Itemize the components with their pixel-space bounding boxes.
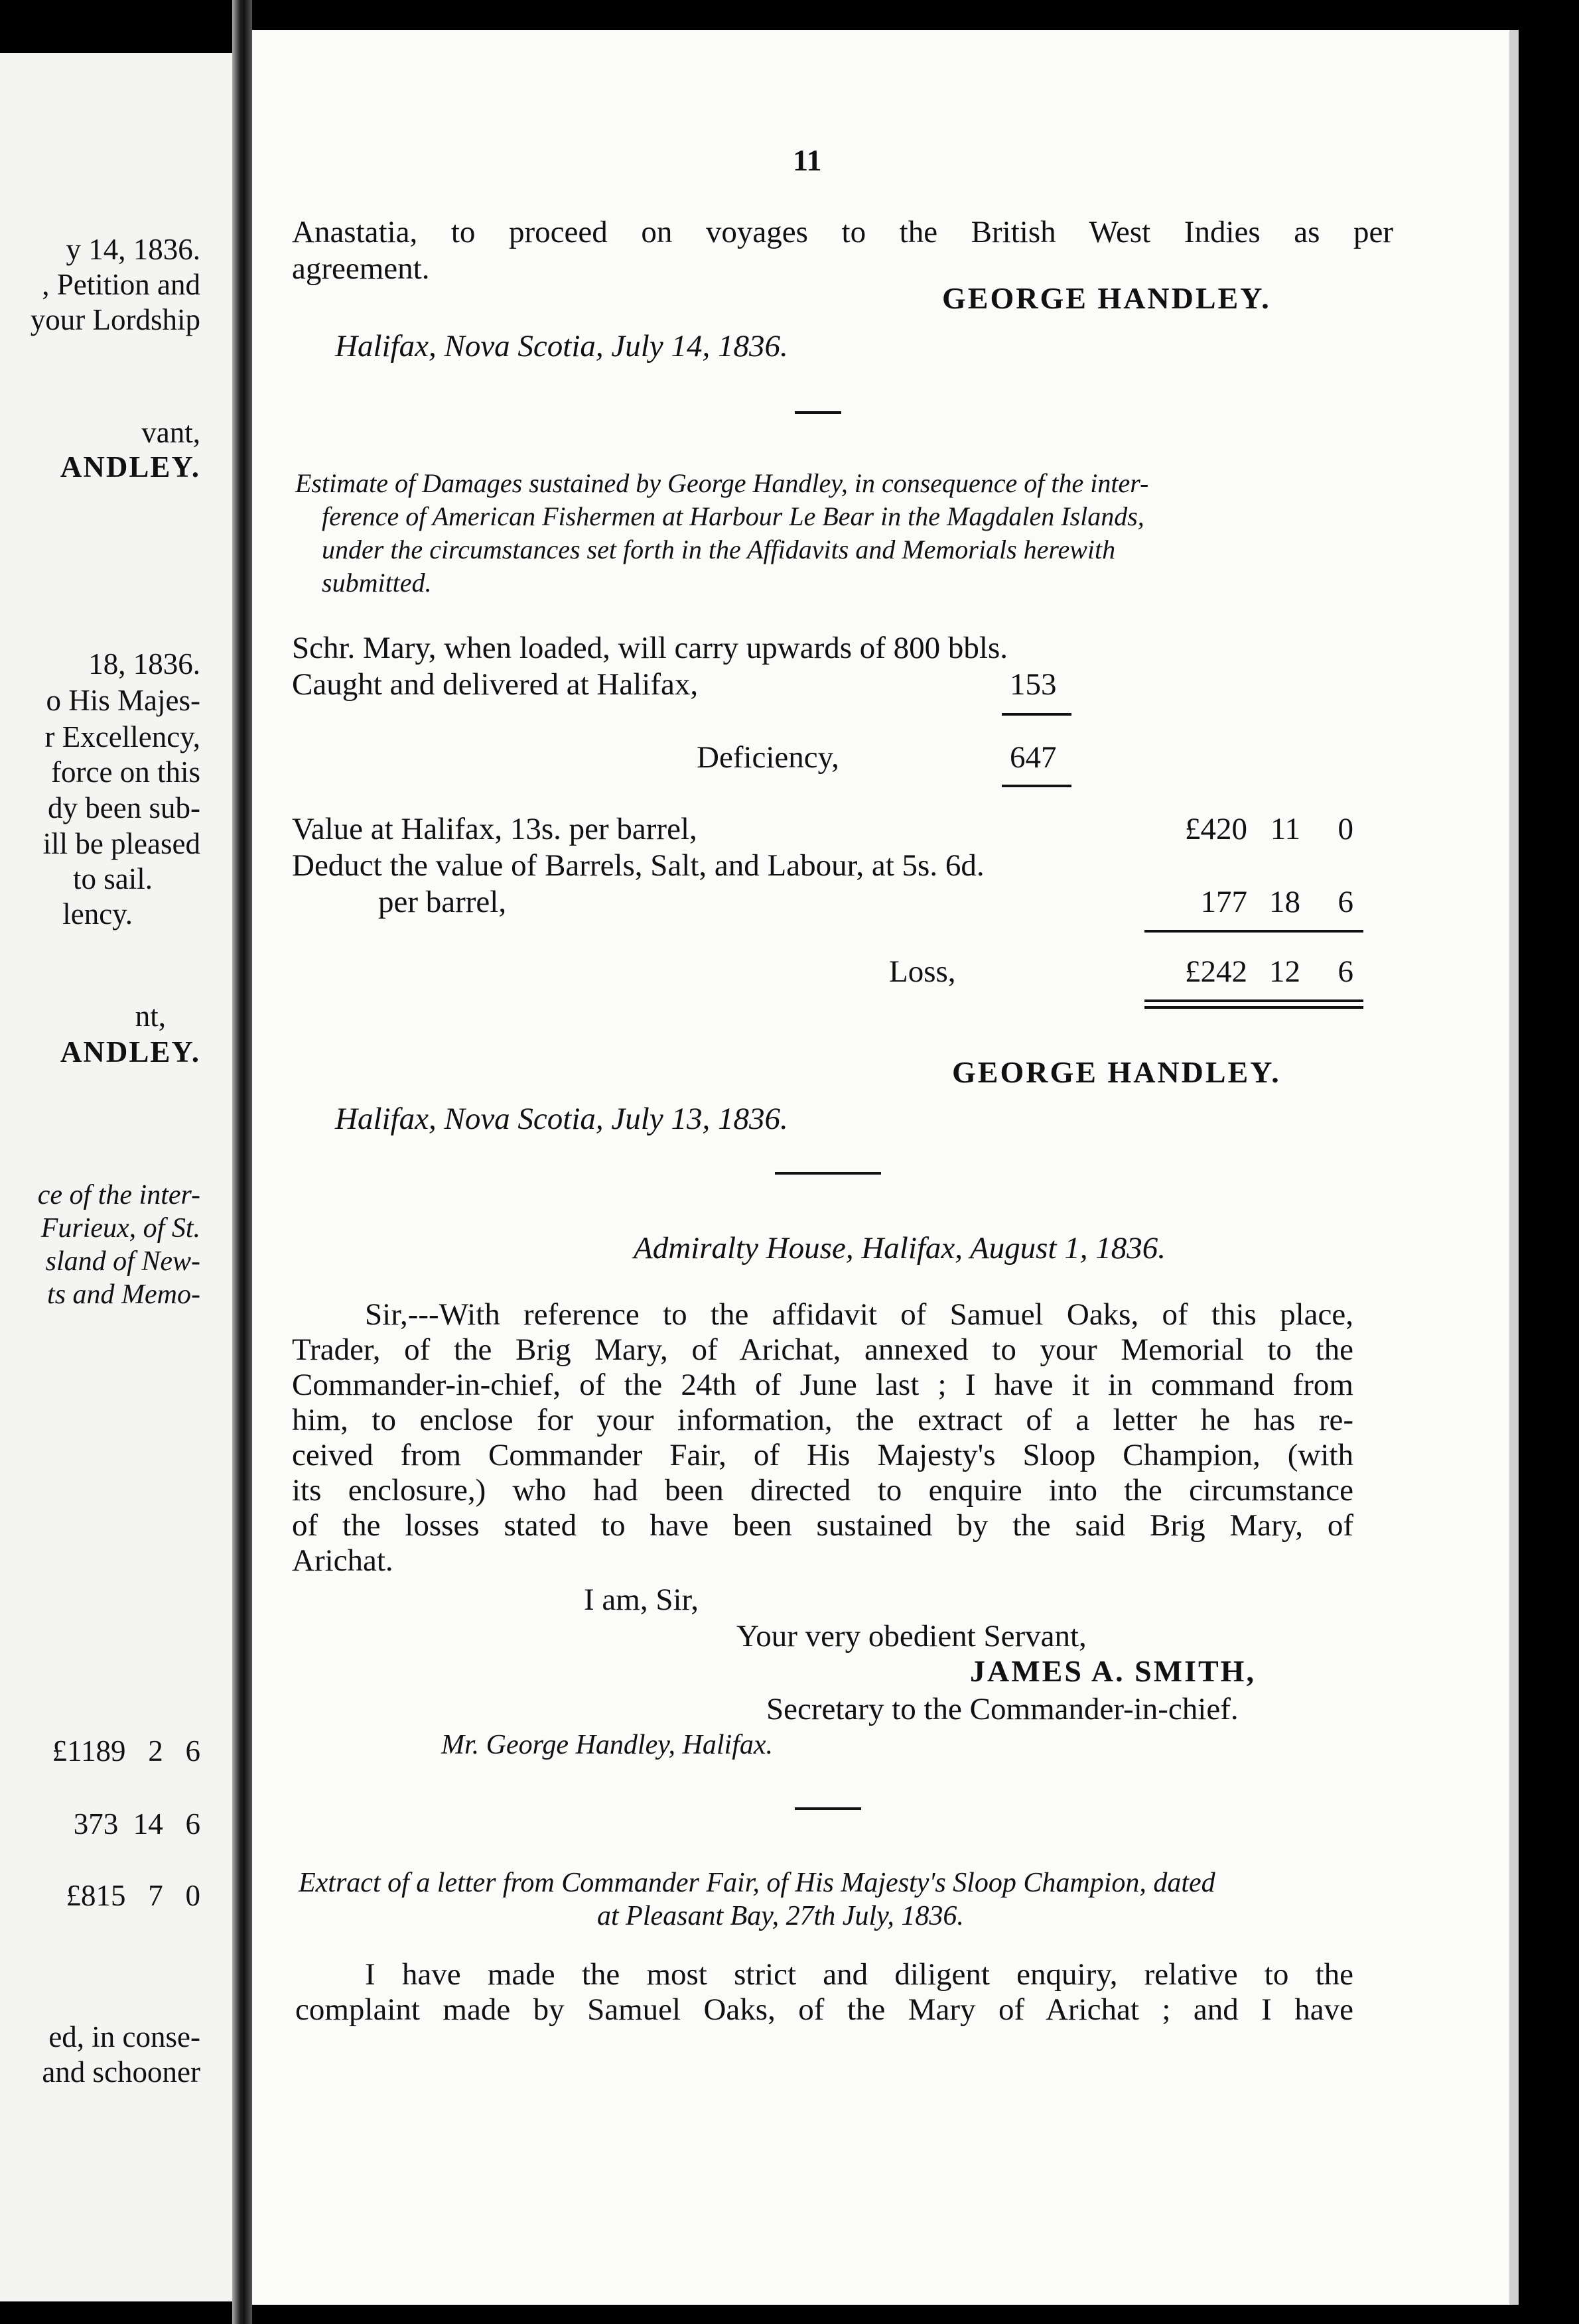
left-line: r Excellency,: [44, 720, 200, 753]
extract-heading: at Pleasant Bay, 27th July, 1836.: [597, 1901, 964, 1931]
sum-rule: [1002, 785, 1071, 787]
left-page-fragment: [0, 53, 232, 2301]
left-line: sland of New-: [45, 1246, 200, 1277]
letter-closing: Your very obedient Servant,: [736, 1619, 1087, 1653]
left-line: ts and Memo-: [47, 1279, 200, 1310]
amount-shillings: 11: [1270, 812, 1300, 846]
body-line: agreement.: [292, 251, 430, 286]
letter-signer-title: Secretary to the Commander-in-chief.: [766, 1692, 1239, 1726]
estimate-heading: submitted.: [322, 568, 432, 598]
main-page: [252, 30, 1509, 2305]
left-line: ANDLEY.: [60, 450, 200, 484]
caught-value: 153: [1010, 667, 1057, 702]
extract-heading: Extract of a letter from Commander Fair, of His Majesty's Sloop Champion, dated: [299, 1868, 1215, 1898]
left-line: , Petition and: [42, 268, 200, 301]
letter-line: Trader, of the Brig Mary, of Arichat, annexed to your Memorial to the: [292, 1332, 1353, 1367]
letter-line: ceived from Commander Fair, of His Majesty's Sloop Champion, (with: [292, 1438, 1353, 1472]
section-rule: [795, 411, 841, 414]
page-number: 11: [793, 143, 822, 177]
estimate-heading: ference of American Fishermen at Harbour Le Bear in the Magdalen Islands,: [322, 501, 1144, 531]
letter-line: Arichat.: [292, 1543, 393, 1578]
sum-rule: [1144, 930, 1363, 933]
deduct-line: per barrel,: [378, 885, 507, 919]
amount-pounds: £420: [1185, 812, 1247, 846]
letter-addressee: Mr. George Handley, Halifax.: [441, 1730, 774, 1760]
extract-line: complaint made by Samuel Oaks, of the Mary of Arichat ; and I have: [295, 1992, 1353, 2027]
left-amount: £1189 2 6: [52, 1734, 200, 1768]
estimate-heading: under the circumstances set forth in the Affidavits and Memorials herewith: [322, 535, 1116, 564]
left-line: o His Majes-: [46, 684, 200, 717]
letter-dateline: Admiralty House, Halifax, August 1, 1836.: [634, 1231, 1166, 1265]
letter-closing: I am, Sir,: [584, 1582, 699, 1617]
letter-line: him, to enclose for your information, the extract of a letter he has re-: [292, 1403, 1353, 1437]
left-line: force on this: [51, 755, 200, 789]
deficiency-label: Deficiency,: [697, 740, 839, 775]
deduct-line: Deduct the value of Barrels, Salt, and Labour, at 5s. 6d.: [292, 848, 985, 883]
amount-pounds: 177: [1200, 885, 1247, 919]
letter-signer: JAMES A. SMITH,: [970, 1654, 1256, 1688]
amount-pence: 6: [1338, 885, 1353, 919]
left-line: y 14, 1836.: [66, 233, 200, 266]
left-line: ed, in conse-: [48, 2020, 200, 2053]
double-rule: [1144, 1000, 1363, 1002]
place-date: Halifax, Nova Scotia, July 13, 1836.: [335, 1102, 788, 1136]
left-line: ANDLEY.: [60, 1035, 200, 1068]
deficiency-value: 647: [1010, 740, 1057, 775]
amount-pence: 6: [1338, 954, 1353, 989]
left-line: Furieux, of St.: [40, 1213, 200, 1244]
left-line: dy been sub-: [48, 791, 200, 824]
letter-line: its enclosure,) who had been directed to enquire into the circumstance: [292, 1473, 1353, 1508]
signature: GEORGE HANDLEY.: [942, 281, 1271, 315]
left-amount: 373 14 6: [73, 1807, 200, 1840]
extract-line: I have made the most strict and diligent enquiry, relative to the: [365, 1957, 1353, 1992]
left-line: to sail.: [73, 862, 153, 895]
amount-shillings: 12: [1269, 954, 1300, 989]
amount-pounds: £242: [1185, 954, 1247, 989]
letter-line: Sir,---With reference to the affidavit of Samuel Oaks, of this place,: [365, 1297, 1353, 1332]
body-line: Anastatia, to proceed on voyages to the British West Indies as per: [292, 215, 1393, 249]
sum-rule: [1002, 713, 1071, 716]
page-gutter: [232, 0, 252, 2324]
section-rule: [775, 1172, 881, 1175]
place-date: Halifax, Nova Scotia, July 14, 1836.: [335, 329, 788, 363]
left-line: nt,: [135, 1000, 166, 1033]
caught-label: Caught and delivered at Halifax,: [292, 667, 699, 702]
letter-line: Commander-in-chief, of the 24th of June last ; I have it in command from: [292, 1368, 1353, 1402]
left-amount: £815 7 0: [66, 1879, 200, 1912]
signature: GEORGE HANDLEY.: [952, 1055, 1281, 1089]
double-rule: [1144, 1006, 1363, 1009]
section-rule: [795, 1807, 861, 1810]
estimate-heading: Estimate of Damages sustained by George Handley, in consequence of the inter-: [295, 468, 1149, 498]
value-label: Value at Halifax, 13s. per barrel,: [292, 812, 697, 846]
loss-label: Loss,: [889, 954, 956, 989]
amount-shillings: 18: [1269, 885, 1300, 919]
left-line: lency.: [62, 897, 133, 931]
left-line: your Lordship: [30, 303, 200, 336]
left-line: ill be pleased: [42, 827, 200, 860]
left-line: ce of the inter-: [37, 1180, 200, 1210]
capacity-line: Schr. Mary, when loaded, will carry upwards of 800 bbls.: [292, 631, 1008, 665]
amount-pence: 0: [1338, 812, 1353, 846]
left-line: vant,: [141, 416, 200, 449]
letter-line: of the losses stated to have been sustained by the said Brig Mary, of: [292, 1508, 1353, 1543]
page-edge: [1509, 30, 1519, 2305]
left-line: 18, 1836.: [88, 647, 200, 680]
left-line: and schooner: [42, 2055, 200, 2089]
